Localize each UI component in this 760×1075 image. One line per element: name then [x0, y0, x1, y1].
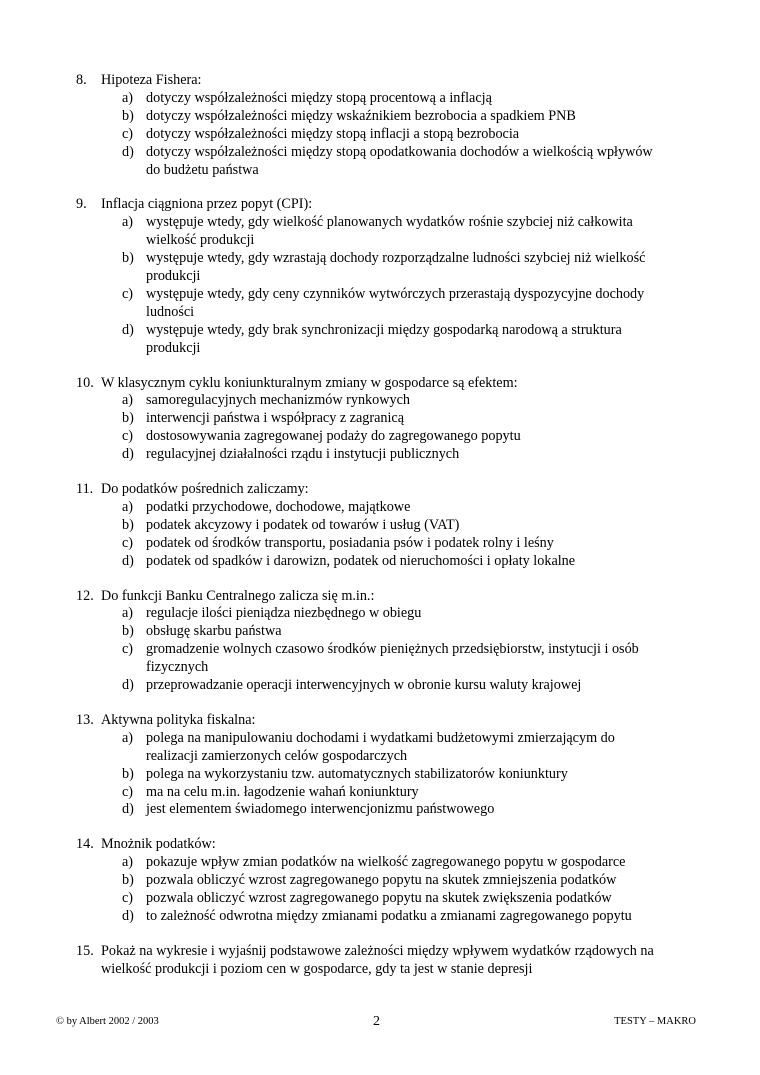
option-text: dotyczy współzależności między stopą opodatkowania dochodów a wielkością wpływów — [146, 143, 653, 160]
option-label: c) — [122, 125, 134, 142]
option-text: to zależność odwrotna między zmianami podatku a zmianami zagregowanego popytu — [146, 907, 632, 924]
footer-page-number: 2 — [373, 1014, 380, 1029]
option-text: samoregulacyjnych mechanizmów rynkowych — [146, 392, 410, 409]
option-text: regulacyjnej działalności rządu i instytucji publicznych — [146, 446, 460, 463]
option-label: c) — [122, 285, 134, 302]
option-label: b) — [122, 410, 134, 427]
option-text: do budżetu państwa — [146, 161, 259, 178]
option-text: występuje wtedy, gdy brak synchronizacji między gospodarką narodową a struktura — [146, 321, 622, 338]
option-text: podatek od spadków i darowizn, podatek od nieruchomości i opłaty lokalne — [146, 552, 576, 569]
option-text: dotyczy współzależności między wskaźnikiem bezrobocia a spadkiem PNB — [146, 107, 576, 124]
option-text: fizycznych — [146, 659, 209, 676]
option-text: ma na celu m.in. łagodzenie wahań koniunktury — [146, 783, 419, 800]
option-text: podatek od środków transportu, posiadania psów i podatek rolny i leśny — [146, 534, 554, 551]
option-label: d) — [122, 446, 134, 463]
option-label: a) — [122, 392, 134, 409]
option-text: występuje wtedy, gdy wzrastają dochody rozporządzalne ludności szybciej niż wielkość — [146, 250, 646, 267]
option-label: d) — [122, 801, 134, 818]
option-text: interwencji państwa i współpracy z zagranicą — [146, 410, 405, 427]
option-label: c) — [122, 534, 134, 551]
option-text: produkcji — [146, 268, 201, 284]
option-label: d) — [122, 907, 134, 924]
option-label: c) — [122, 641, 134, 658]
option-label: a) — [122, 214, 134, 231]
question-number: 9. — [76, 196, 87, 213]
option-label: a) — [122, 498, 134, 515]
option-text: jest elementem świadomego interwencjonizmu państwowego — [146, 801, 495, 818]
option-text: gromadzenie wolnych czasowo środków pieniężnych przedsiębiorstw, instytucji i osób — [146, 641, 639, 658]
option-label: c) — [122, 428, 134, 445]
question-text: Pokaż na wykresie i wyjaśnij podstawowe zależności między wpływem wydatków rządowych na — [101, 942, 654, 959]
option-text: pozwala obliczyć wzrost zagregowanego popytu na skutek zmniejszenia podatków — [146, 872, 617, 889]
option-label: d) — [122, 677, 134, 693]
option-label: d) — [122, 321, 134, 338]
footer-title: TESTY – MAKRO — [614, 1016, 696, 1027]
question-number: 11. — [76, 481, 94, 497]
question-number: 8. — [76, 72, 87, 88]
option-text: występuje wtedy, gdy ceny czynników wytwórczych przerastają dyspozycyjne dochody — [146, 285, 645, 302]
question-text: Do podatków pośrednich zaliczamy: — [101, 481, 309, 497]
option-text: realizacji zamierzonych celów gospodarczych — [146, 747, 408, 764]
option-text: przeprowadzanie operacji interwencyjnych w obronie kursu waluty krajowej — [146, 677, 582, 693]
option-label: b) — [122, 250, 134, 267]
option-text: polega na wykorzystaniu tzw. automatycznych stabilizatorów koniunktury — [146, 765, 568, 782]
question-text: Aktywna polityka fiskalna: — [101, 711, 256, 728]
option-text: dostosowywania zagregowanej podaży do zagregowanego popytu — [146, 428, 521, 445]
question-number: 14. — [76, 836, 94, 853]
option-label: b) — [122, 765, 134, 782]
option-text: regulacje ilości pieniądza niezbędnego w obiegu — [146, 605, 422, 622]
footer-copyright: © by Albert 2002 / 2003 — [56, 1016, 159, 1027]
option-label: a) — [122, 854, 134, 871]
option-text: podatki przychodowe, dochodowe, majątkowe — [146, 498, 411, 515]
option-text: występuje wtedy, gdy wielkość planowanych wydatków rośnie szybciej niż całkowita — [146, 214, 633, 231]
option-label: a) — [122, 729, 134, 746]
option-label: b) — [122, 623, 134, 640]
question-number: 12. — [76, 587, 94, 604]
question-text: Inflacja ciągniona przez popyt (CPI): — [101, 196, 313, 213]
option-text: dotyczy współzależności między stopą procentową a inflacją — [146, 89, 492, 106]
question-number: 15. — [76, 942, 94, 959]
option-text: obsługę skarbu państwa — [146, 623, 282, 640]
question-number: 10. — [76, 374, 94, 391]
option-text: pozwala obliczyć wzrost zagregowanego popytu na skutek zwiększenia podatków — [146, 890, 612, 906]
option-text: ludności — [146, 303, 195, 320]
option-label: b) — [122, 872, 134, 889]
option-label: a) — [122, 89, 134, 106]
question-text: wielkość produkcji i poziom cen w gospodarce, gdy ta jest w stanie depresji — [101, 960, 533, 977]
option-text: polega na manipulowaniu dochodami i wydatkami budżetowymi zmierzającym do — [146, 729, 615, 746]
option-label: d) — [122, 552, 134, 569]
question-text: Do funkcji Banku Centralnego zalicza się m.in.: — [101, 587, 375, 604]
option-text: pokazuje wpływ zmian podatków na wielkość zagregowanego popytu w gospodarce — [146, 854, 626, 871]
question-number: 13. — [76, 711, 94, 728]
option-text: podatek akcyzowy i podatek od towarów i usług (VAT) — [146, 516, 460, 533]
question-text: Hipoteza Fishera: — [101, 72, 202, 88]
option-label: c) — [122, 783, 134, 800]
option-label: b) — [122, 107, 134, 124]
question-text: W klasycznym cyklu koniunkturalnym zmiany w gospodarce są efektem: — [101, 374, 518, 391]
option-text: produkcji — [146, 339, 201, 356]
option-text: wielkość produkcji — [146, 232, 255, 249]
option-label: c) — [122, 890, 134, 906]
question-text: Mnożnik podatków: — [101, 836, 216, 853]
option-label: b) — [122, 516, 134, 533]
option-label: d) — [122, 143, 134, 160]
option-text: dotyczy współzależności między stopą inflacji a stopą bezrobocia — [146, 125, 520, 142]
option-label: a) — [122, 605, 134, 622]
